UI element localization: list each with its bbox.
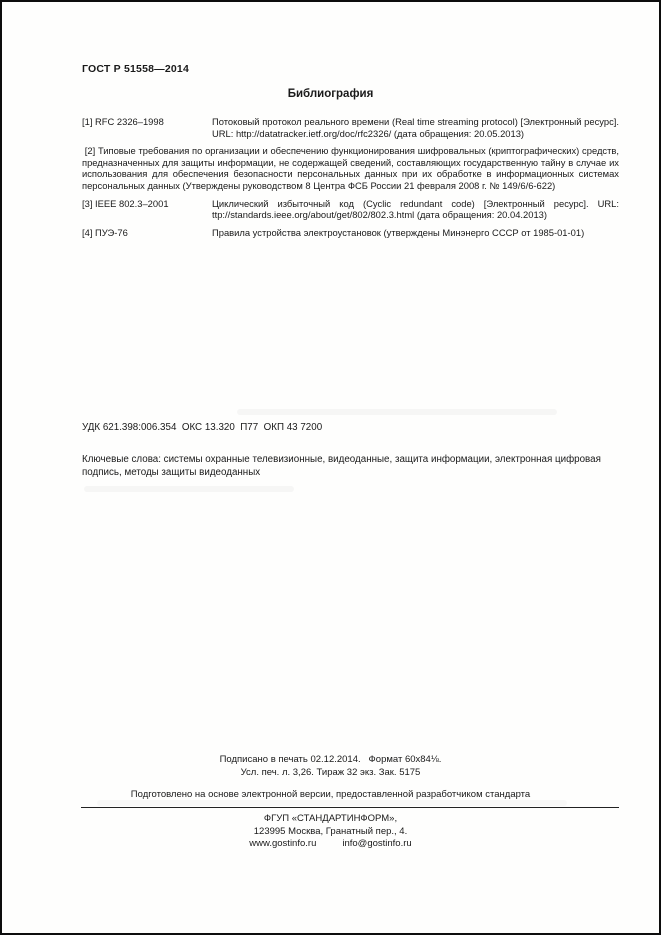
bib-ref-3: [3] IEEE 802.3–2001 bbox=[82, 197, 169, 209]
bib-ref-1: [1] RFC 2326–1998 bbox=[82, 116, 164, 127]
publisher-address: 123995 Москва, Гранатный пер., 4. bbox=[253, 825, 408, 837]
scan-artifact-2 bbox=[84, 486, 294, 492]
bibliography-entry-4 bbox=[82, 227, 619, 239]
bibliography-section bbox=[82, 116, 622, 244]
page-title: Библиография bbox=[287, 88, 374, 100]
classification-codes: УДК 621.398:006.354 ОКС 13.320 П77 ОКП 43 7200 bbox=[82, 422, 323, 433]
print-info-line: Подписано в печать 02.12.2014. Формат 60x84⅛. bbox=[219, 754, 442, 765]
bib-text-3: Циклический избыточный код (Cyclic redundant code) [Электронный ресурс]. URL: ttp://standards.ieee.org/about/get/802/802.3.html (дата обращения: 20.04.2013) bbox=[212, 197, 619, 221]
bib-text-1: Потоковый протокол реального времени (Real time streaming protocol) [Электронный ресурс]. URL: http://datatracker.ietf.org/doc/rfc2326/ (дата обращения: 20.05.2013) bbox=[212, 116, 619, 139]
publisher-divider bbox=[81, 807, 619, 808]
bibliography-entry-1 bbox=[82, 116, 619, 139]
publisher-email: info@gostinfo.ru bbox=[342, 838, 412, 849]
scan-artifact-1 bbox=[237, 409, 557, 415]
publisher-name: ФГУП «СТАНДАРТИНФОРМ», bbox=[263, 813, 398, 824]
publisher-contacts bbox=[2, 838, 659, 851]
prepared-line: Подготовлено на основе электронной версии, предоставленной разработчиком стандарта bbox=[130, 789, 531, 800]
doc-number: ГОСТ Р 51558—2014 bbox=[82, 63, 190, 75]
publisher-website: www.gostinfo.ru bbox=[249, 838, 317, 849]
bibliography-entry-3 bbox=[82, 198, 619, 221]
keywords-line: Ключевые слова: системы охранные телевизионные, видеоданные, защита информации, электронная цифровая подпись, методы защиты видеоданных bbox=[82, 454, 601, 478]
imprint-block bbox=[2, 754, 659, 779]
scan-artifact-3 bbox=[97, 800, 567, 806]
volume-info-line: Усл. печ. л. 3,26. Тираж 32 экз. Зак. 5175 bbox=[240, 766, 421, 778]
bib-ref-4: [4] ПУЭ-76 bbox=[82, 226, 128, 238]
bibliography-entry-2: [2] Типовые требования по организации и обеспечению функционирования шифровальных (криптографических) средств, предназначенных для защиты информации, не содержащей сведений, составляющих государственную тайну в случае их использования для обеспечения безопасности персональных данных при их обработке в информационных системах персональных данных (Утверждены руководством 8 Центра ФСБ России 21 февраля 2008 г. № 149/6/6-622) bbox=[82, 145, 622, 191]
publisher-block bbox=[2, 813, 659, 851]
bib-text-4: Правила устройства электроустановок (утверждены Минэнерго СССР от 1985-01-01) bbox=[212, 226, 585, 238]
